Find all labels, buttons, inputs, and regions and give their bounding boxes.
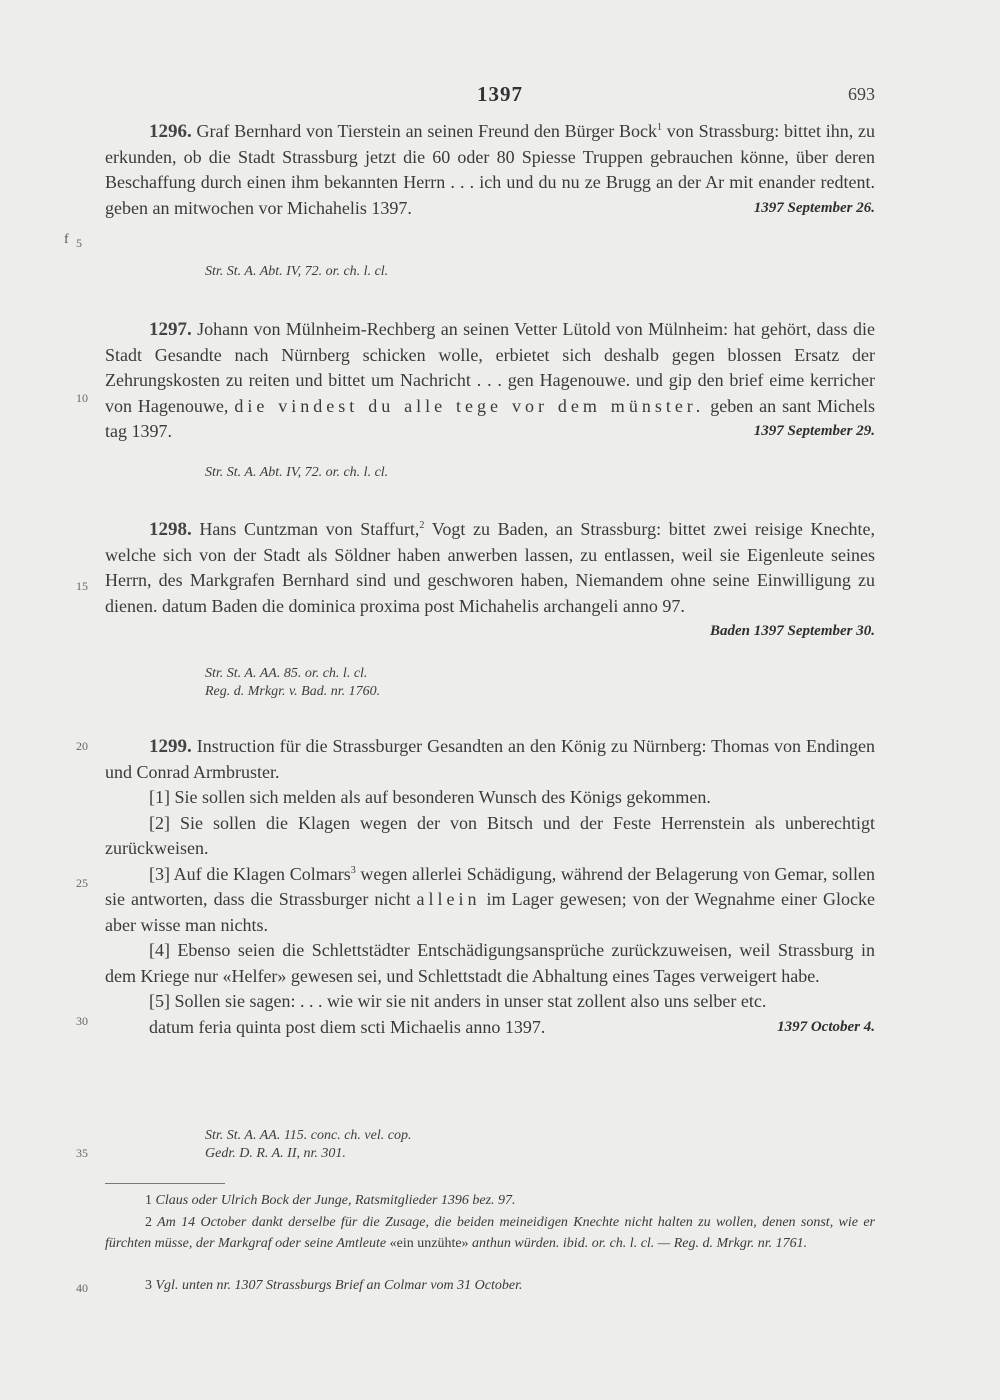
entry-number: 1297. <box>149 319 192 340</box>
instruction-paragraph-1: [1] Sie sollen sich melden als auf besonderen Wunsch des Königs gekommen. <box>149 787 711 807</box>
spaced-emphasis: die vindest du alle tege vor dem münster. <box>234 395 705 416</box>
entry-number: 1298. <box>149 519 192 540</box>
line-number-25: 25 <box>76 876 88 890</box>
footnote-ref: 3 <box>350 864 356 876</box>
entry-1299-source-1: Str. St. A. AA. 115. conc. ch. vel. cop. <box>205 1128 412 1143</box>
entry-1296-text: 1296. Graf Bernhard von Tierstein an seinen Freund den Bürger Bock$^1$ von Strassburg: bittet ihn, zu erkunden, ob die Stadt Strassburg jetzt die 60 oder 80 Spiesse Truppen gebrauchen könne, über deren Beschaffung durch einen ihm bekannten Herrn . . . ich und du nu ze Brugg an der Ar mit enander redtent. geben an mitwochen vor Michahelis 1397. 1397 September 26. <box>105 119 875 221</box>
line-number-20: 20 <box>76 739 88 753</box>
line-number-15: 15 <box>76 579 88 593</box>
entry-1298-text: 1298. Hans Cuntzman von Staffurt,$^2$ Vogt zu Baden, an Strassburg: bittet zwei reisige Knechte, welche sich von der Stadt als Söldner haben anwerben lassen, zu entlassen, weil sie Eigenleute seines Herrn, des Markgrafen Bernhard sind und geschworen haben, Niemandem ohne seine Einwilligung zu dienen. datum Baden die dominica proxima post Michahelis archangeli anno 97. Baden 1397 September 30. <box>105 517 875 619</box>
entry-date: 1397 September 26. <box>753 199 875 216</box>
footnote-rule <box>105 1183 225 1184</box>
footnote-mark: 2 <box>145 1215 152 1230</box>
instruction-paragraph-3: [3] Auf die Klagen Colmars$^3$ wegen allerlei Schädigung, während der Belagerung von Gemar, sollen sie antworten, dass die Strassburger nicht allein im Lager gewesen; von der Wegnahme einer Glocke aber wisse man nichts. <box>105 863 875 935</box>
spaced-emphasis: allein <box>416 889 481 909</box>
entry-date: 1397 September 29. <box>753 423 875 439</box>
entry-number: 1296. <box>149 121 192 142</box>
instruction-paragraph-5: [5] Sollen sie sagen: . . . wie wir sie nit anders in unser stat zollent also uns selber etc. <box>149 991 767 1011</box>
running-head-year: 1397 <box>477 82 523 106</box>
footnote-1: 1 Claus oder Ulrich Bock der Junge, Ratsmitglieder 1396 bez. 97. <box>145 1193 516 1208</box>
entry-date: Baden 1397 September 30. <box>710 623 875 639</box>
line-number-5: 5 <box>76 236 82 250</box>
entry-1299 <box>105 734 875 1040</box>
entry-1296 <box>105 119 875 221</box>
entry-1298-source-2: Reg. d. Mrkgr. v. Bad. nr. 1760. <box>205 684 381 699</box>
entry-1298-source-1: Str. St. A. AA. 85. or. ch. l. cl. <box>205 666 368 681</box>
entry-1299-source-2: Gedr. D. R. A. II, nr. 301. <box>205 1146 346 1161</box>
instruction-paragraph-4: [4] Ebenso seien die Schlettstädter Entschädigungsansprüche zurückzuweisen, weil Strassburg in dem Kriege nur «Helfer» gewesen sei, und Schlettstadt die Abhaltung eines Tages verweigert habe. <box>105 940 875 986</box>
entry-1299-datum: datum feria quinta post diem scti Michaelis anno 1397. 1397 October 4. <box>105 1015 875 1041</box>
footnote-2: 2 Am 14 October dankt derselbe für die Zusage, die beiden meineidigen Knechte nicht halten zu wollen, denen sonst, wie er fürchten müsse, der Markgraf oder seine Amtleute «ein unzühte» anthun würden. ibid. or. ch. l. cl. — Reg. d. Mrkgr. nr. 1761. <box>105 1215 875 1251</box>
footnote-ref: 2 <box>419 520 425 531</box>
footnote-ref: 1 <box>657 122 663 133</box>
line-number-10: 10 <box>76 391 88 405</box>
entry-number: 1299. <box>149 736 192 757</box>
footnote-3: 3 Vgl. unten nr. 1307 Strassburgs Brief an Colmar vom 31 October. <box>145 1278 523 1293</box>
footnote-mark: 3 <box>145 1278 152 1293</box>
instruction-paragraph-2: [2] Sie sollen die Klagen wegen der von Bitsch und der Feste Herrenstein als unberechtigt zurückweisen. <box>105 812 875 858</box>
entry-date: 1397 October 4. <box>777 1018 875 1035</box>
entry-1297 <box>105 317 875 445</box>
line-number-40: 40 <box>76 1281 88 1295</box>
entry-1297-source: Str. St. A. Abt. IV, 72. or. ch. l. cl. <box>205 465 389 480</box>
line-number-30: 30 <box>76 1014 88 1028</box>
entry-1298 <box>105 517 875 645</box>
footnote-mark: 1 <box>145 1193 152 1208</box>
entry-1296-source: Str. St. A. Abt. IV, 72. or. ch. l. cl. <box>205 264 389 279</box>
margin-mark: f <box>64 232 69 247</box>
entry-1299-intro: 1299. Instruction für die Strassburger Gesandten an den König zu Nürnberg: Thomas von Endingen und Conrad Armbruster. <box>105 736 875 782</box>
page-number: 693 <box>848 84 875 104</box>
entry-1297-text: 1297. Johann von Mülnheim-Rechberg an seinen Vetter Lütold von Mülnheim: hat gehört, dass die Stadt Gesandte nach Nürnberg schicken wolle, erbietet sich deshalb gegen blossen Ersatz der Zehrungskosten zu reiten und bittet um Nachricht . . . gen Hagenouwe. und gip den brief eime kerricher von Hagenouwe, die vindest du alle tege vor dem münster. geben an sant Michels tag 1397. 1397 September 29. <box>105 317 875 445</box>
line-number-35: 35 <box>76 1146 88 1160</box>
